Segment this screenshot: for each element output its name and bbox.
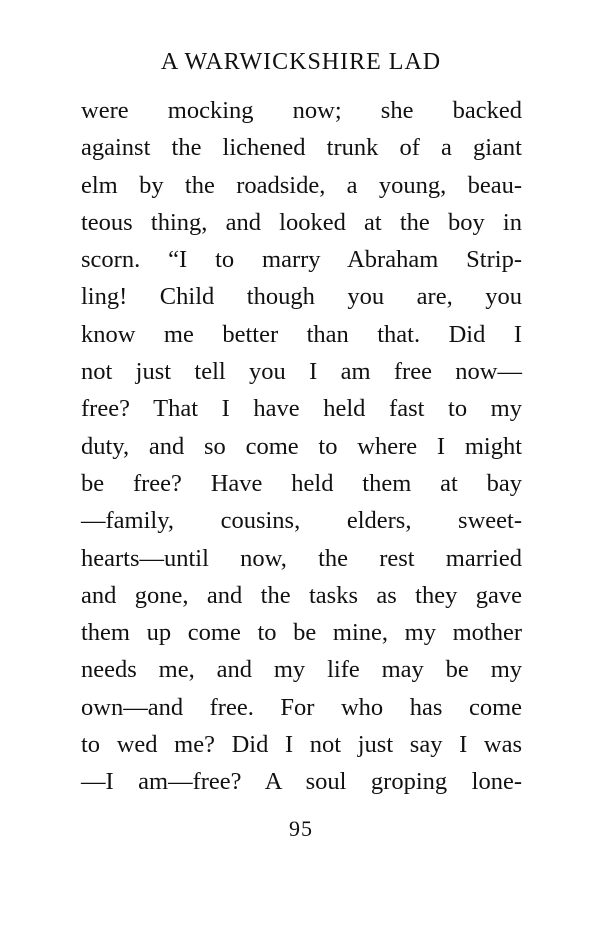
text-line: not just tell you I am free now— — [81, 358, 522, 386]
running-head: A WARWICKSHIRE LAD — [160, 49, 442, 75]
body-text — [81, 92, 522, 801]
text-line: hearts—until now, the rest married — [81, 544, 522, 572]
page-number: 95 — [289, 816, 313, 841]
text-line: ling! Child though you are, you — [81, 283, 522, 311]
text-line: teous thing, and looked at the boy in — [81, 208, 522, 236]
text-line: duty, and so come to where I might — [81, 432, 522, 460]
text-line: —family, cousins, elders, sweet- — [81, 507, 522, 535]
text-line: —I am—free? A soul groping lone- — [81, 768, 522, 796]
text-line: to wed me? Did I not just say I was — [81, 731, 522, 759]
text-line: scorn. “I to marry Abraham Strip- — [81, 246, 522, 274]
text-line: needs me, and my life may be my — [81, 656, 522, 684]
text-line: know me better than that. Did I — [81, 320, 522, 348]
text-line: and gone, and the tasks as they gave — [81, 581, 522, 609]
text-line: against the lichened trunk of a giant — [81, 134, 522, 162]
text-line: free? That I have held fast to my — [81, 395, 522, 423]
text-line: be free? Have held them at bay — [81, 469, 522, 497]
text-line: them up come to be mine, my mother — [81, 619, 522, 647]
text-line: elm by the roadside, a young, beau- — [81, 171, 522, 199]
text-line: were mocking now; she backed — [81, 97, 522, 124]
text-line: own—and free. For who has come — [81, 693, 522, 721]
